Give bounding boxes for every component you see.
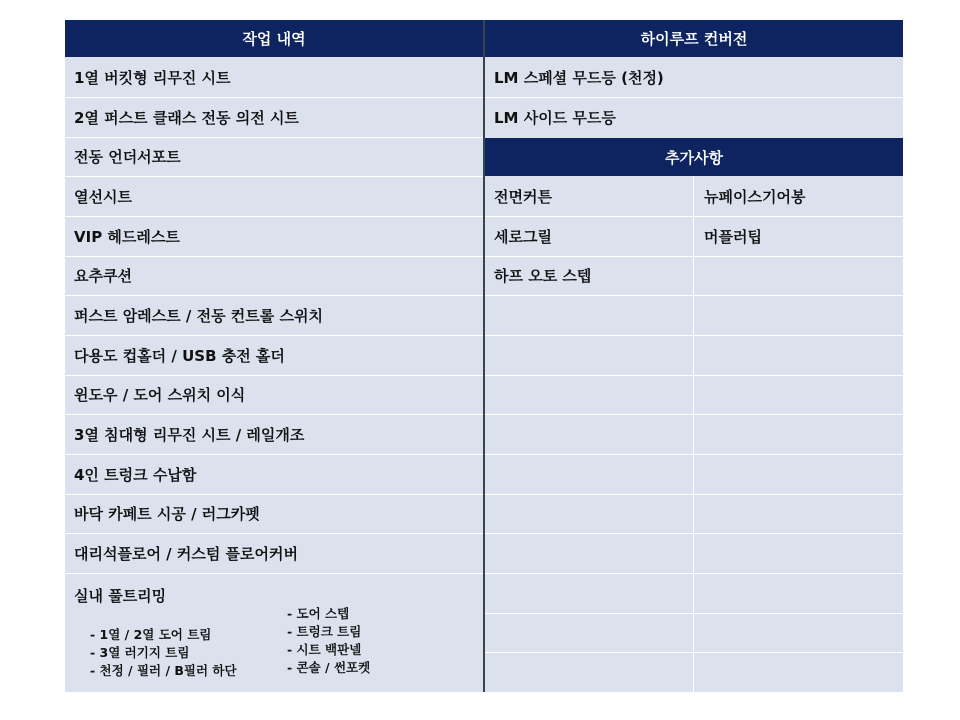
extra-item: 하프 오토 스텝 — [494, 267, 592, 285]
row-divider — [485, 652, 903, 653]
work-item: 열선시트 — [74, 187, 132, 206]
work-item: 다용도 컵홀더 / USB 충전 홀더 — [74, 346, 285, 365]
header-hilouf: 하이루프 컨버전 — [485, 20, 903, 57]
row-divider — [485, 97, 903, 98]
row-divider — [65, 533, 483, 534]
trim-subitem: - 콘솔 / 썬포켓 — [287, 660, 371, 675]
row-divider — [65, 295, 483, 296]
work-item: VIP 헤드레스트 — [74, 227, 180, 246]
row-divider — [485, 256, 903, 257]
trim-subitem: - 시트 백판넬 — [287, 642, 362, 657]
column-divider — [483, 20, 485, 692]
header-work: 작업 내역 — [65, 20, 483, 57]
trim-subitem: - 1열 / 2열 도어 트림 — [90, 627, 212, 642]
work-item: 퍼스트 암레스트 / 전동 컨트롤 스위치 — [74, 306, 323, 325]
row-divider — [65, 216, 483, 217]
header-extra: 추가사항 — [485, 138, 903, 176]
trim-subitem: - 천정 / 필러 / B필러 하단 — [90, 663, 237, 678]
extra-item: 뉴페이스기어봉 — [704, 187, 806, 206]
row-divider — [485, 573, 903, 574]
row-divider — [65, 573, 483, 574]
row-divider — [65, 414, 483, 415]
row-divider — [65, 335, 483, 336]
work-item: 3열 침대형 리무진 시트 / 레일개조 — [74, 425, 305, 444]
row-divider — [485, 494, 903, 495]
extra-item: 전면커튼 — [494, 187, 552, 206]
row-divider — [485, 295, 903, 296]
row-divider — [65, 176, 483, 177]
hilouf-item: LM 스페셜 무드등 (천정) — [494, 68, 664, 87]
work-item: 바닥 카페트 시공 / 러그카펫 — [74, 505, 260, 523]
row-divider — [485, 613, 903, 614]
row-divider — [65, 375, 483, 376]
row-divider — [485, 216, 903, 217]
work-item: 윈도우 / 도어 스위치 이식 — [74, 386, 246, 404]
work-item: 1열 버킷형 리무진 시트 — [74, 68, 231, 87]
row-divider — [485, 533, 903, 534]
column-divider — [693, 176, 694, 692]
work-item: 실내 풀트리밍 — [74, 586, 167, 605]
work-item: 전동 언더서포트 — [74, 148, 181, 166]
row-divider — [65, 494, 483, 495]
row-divider — [485, 454, 903, 455]
work-item: 요추쿠션 — [74, 267, 132, 285]
trim-subitem: - 트렁크 트림 — [287, 624, 362, 639]
work-item: 2열 퍼스트 클래스 전동 의전 시트 — [74, 108, 299, 127]
row-divider — [485, 335, 903, 336]
row-divider — [65, 97, 483, 98]
trim-subitem: - 도어 스텝 — [287, 606, 350, 621]
row-divider — [65, 137, 483, 138]
row-divider — [65, 256, 483, 257]
extra-item: 머플러팁 — [704, 227, 762, 246]
row-divider — [65, 454, 483, 455]
hilouf-item: LM 사이드 무드등 — [494, 108, 616, 127]
extra-item: 세로그릴 — [494, 227, 552, 246]
work-item: 4인 트렁크 수납함 — [74, 465, 197, 484]
trim-subitem: - 3열 러기지 트림 — [90, 645, 190, 660]
work-item: 대리석플로어 / 커스텀 플로어커버 — [74, 544, 299, 563]
row-divider — [485, 375, 903, 376]
row-divider — [485, 414, 903, 415]
